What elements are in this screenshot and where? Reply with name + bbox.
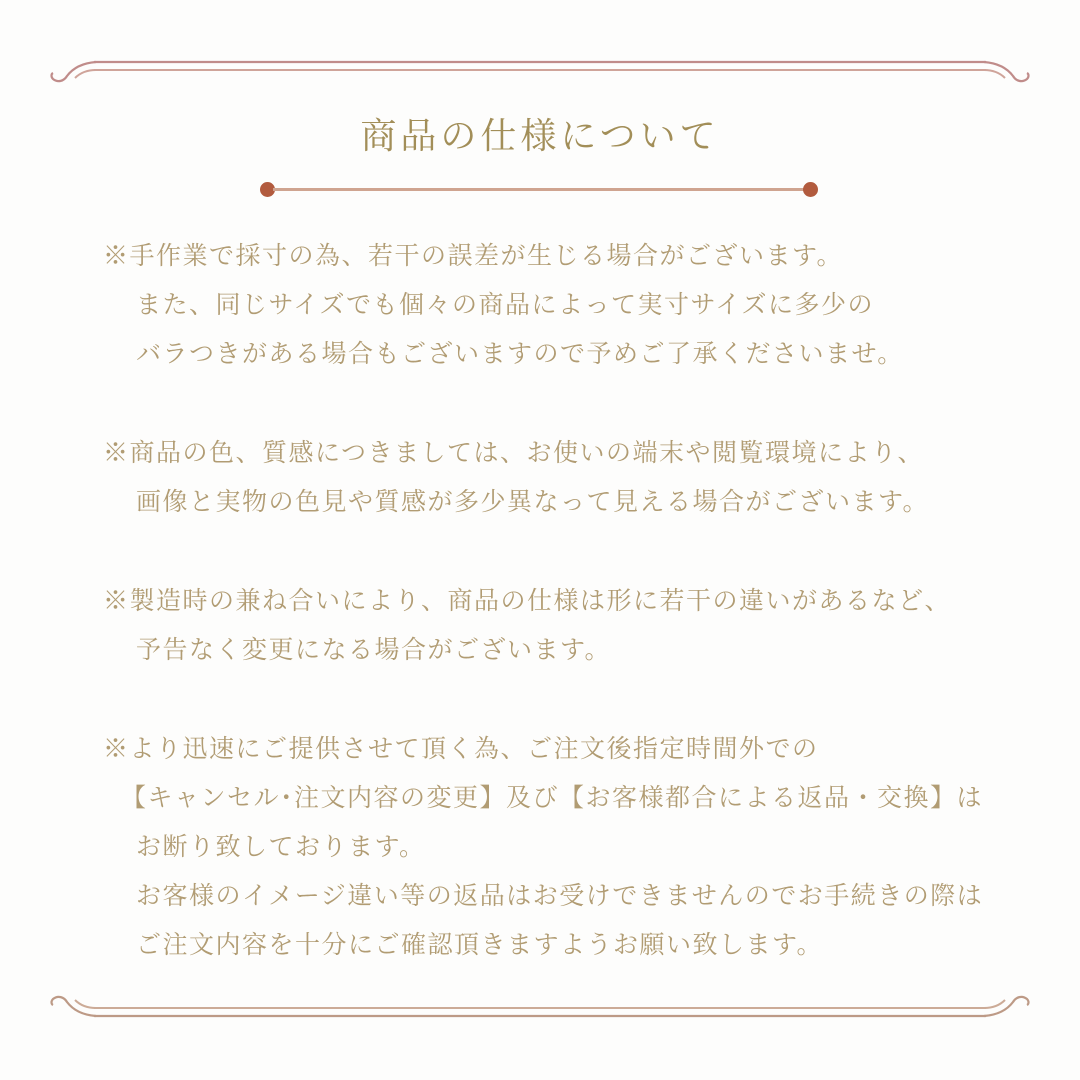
divider-line (273, 188, 805, 191)
notice-paragraph (103, 724, 1023, 969)
notice-line: 予告なく変更になる場合がございます。 (136, 635, 612, 664)
notice-paragraph (103, 231, 1023, 378)
title-divider (260, 181, 818, 197)
notice-line: 画像と実物の色見や質感が多少異なって見える場合がございます。 (136, 487, 930, 516)
notice-body (103, 231, 1023, 969)
notice-line: ご注文内容を十分にご確認頂きますようお願い致します。 (136, 930, 824, 959)
notice-line: また、同じサイズでも個々の商品によって実寸サイズに多少の (136, 290, 875, 319)
notice-line: ※製造時の兼ね合いにより、商品の仕様は形に若干の違いがあるなど、 (103, 586, 952, 615)
notice-line: お客様のイメージ違い等の返品はお受けできませんのでお手続きの際は (136, 881, 984, 910)
page-title: 商品の仕様について (360, 115, 720, 156)
notice-line: 【キャンセル･注文内容の変更】及び【お客様都合による返品・交換】は (121, 783, 984, 812)
notice-line: ※より迅速にご提供させて頂く為、ご注文後指定時間外での (103, 734, 819, 763)
notice-line: ※手作業で採寸の為、若干の誤差が生じる場合がございます。 (103, 241, 844, 270)
divider-dot-right (803, 182, 818, 197)
bottom-border-ornament (0, 980, 1080, 1080)
notice-line: バラつきがある場合もございますので予めご了承くださいませ。 (136, 339, 904, 368)
notice-paragraph (103, 576, 1023, 674)
notice-line: お断り致しております。 (136, 832, 426, 861)
notice-line: ※商品の色、質感につきましては、お使いの端末や閲覧環境により、 (103, 438, 925, 467)
notice-paragraph (103, 428, 1023, 526)
top-border-ornament (0, 0, 1080, 100)
